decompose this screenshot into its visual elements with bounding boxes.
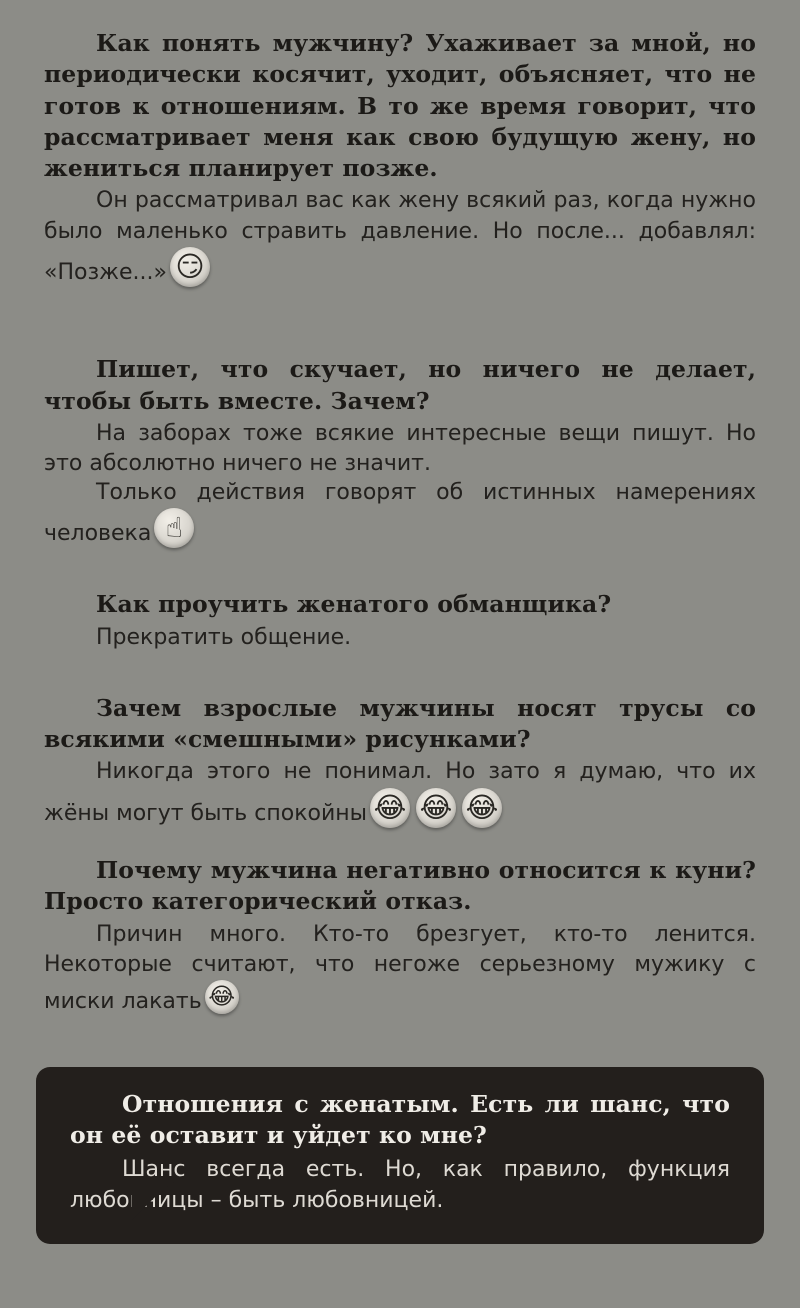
emoji-glyph: 😂 xyxy=(465,790,499,824)
answer-text: Прекратить общение. xyxy=(96,624,352,650)
face-with-tears-of-joy-icon xyxy=(462,788,502,828)
answer-text xyxy=(44,478,756,550)
answer-text xyxy=(44,920,756,1018)
emoji-glyph: 😂 xyxy=(419,790,453,824)
qa-block-3 xyxy=(44,589,756,653)
answer-text xyxy=(44,186,756,288)
smirking-face-icon xyxy=(170,247,210,287)
callout-question: Отношения с женатым. Есть ли шанс, что он её оставит и уйдет ко мне? xyxy=(70,1089,730,1150)
qa-block-5 xyxy=(44,855,756,1018)
answer-text: На заборах тоже всякие интересные вещи пишут. Но это абсолютно ничего не значит. xyxy=(44,420,756,477)
emoji-glyph: ☝ xyxy=(165,510,183,544)
answer-body: Никогда этого не понимал. Но зато я думаю, что их жёны могут быть спокойны xyxy=(44,759,756,826)
answer-body: Он рассматривал вас как жену всякий раз, когда нужно было маленько стравить давление. Но после... добавлял: «Позже...» xyxy=(44,188,756,285)
emoji-glyph: 😂 xyxy=(208,984,236,1011)
qa-block-2 xyxy=(44,354,756,549)
qa-block-1 xyxy=(44,28,756,288)
question-text: Пишет, что скучает, но ничего не делает, чтобы быть вместе. Зачем? xyxy=(44,355,756,415)
spacer xyxy=(44,298,756,354)
question-text: Как понять мужчину? Ухаживает за мной, но периодически косячит, уходит, объясняет, что не готов к отношениям. В то же время говорит, что рассматривает меня как свою будущую жену, но жениться планирует позже. xyxy=(44,29,756,182)
face-with-tears-of-joy-icon xyxy=(416,788,456,828)
question-text: Почему мужчина негативно относится к куни? Просто категорический отказ. xyxy=(44,856,756,916)
answer-body: Только действия говорят об истинных намерениях человека xyxy=(44,479,756,546)
face-with-tears-of-joy-icon xyxy=(370,788,410,828)
qa-block-4 xyxy=(44,693,756,829)
callout-answer: Шанс всегда есть. Но, как правило, функция любовницы – быть любовницей. xyxy=(70,1157,730,1213)
spacer xyxy=(44,663,756,693)
spacer xyxy=(44,559,756,589)
answer-body: Причин много. Кто-то брезгует, кто-то ленится. Некоторые считают, что негоже серьезному мужику с миски лакать xyxy=(44,921,756,1015)
answer-text xyxy=(44,757,756,829)
emoji-glyph: 😏 xyxy=(175,249,205,283)
face-with-tears-of-joy-icon xyxy=(205,980,239,1014)
highlighted-callout xyxy=(36,1067,764,1244)
emoji-glyph: 😂 xyxy=(373,790,407,824)
index-pointing-up-icon xyxy=(154,508,194,548)
question-text: Зачем взрослые мужчины носят трусы со всякими «смешными» рисунками? xyxy=(44,693,756,754)
spacer xyxy=(44,839,756,855)
question-text: Как проучить женатого обманщика? xyxy=(96,590,612,619)
callout-tail xyxy=(132,1180,176,1220)
